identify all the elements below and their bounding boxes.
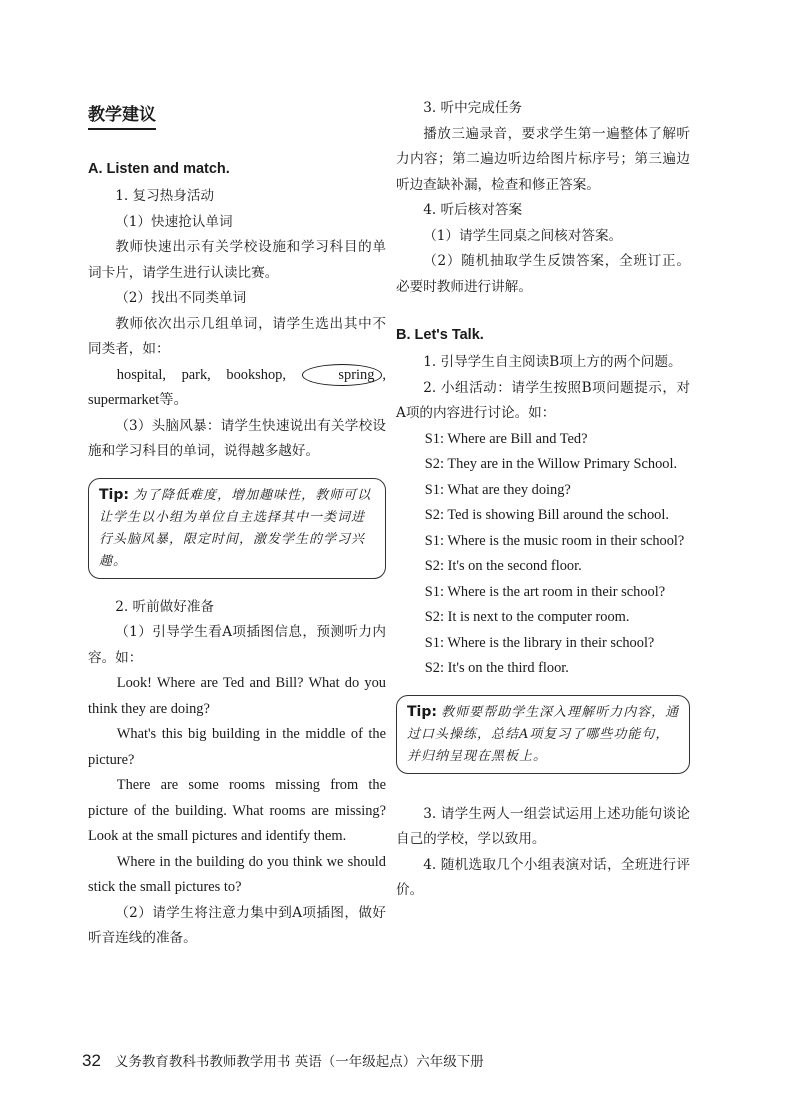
dialogue-line: S1: Where is the art room in their school? (424, 583, 666, 600)
right-column (396, 96, 690, 904)
tip-text: 为了降低难度，增加趣味性，教师可以让学生以小组为单位自主选择其中一类词进行头脑风暴，限定时间，激发学生的学习兴趣。 (99, 487, 372, 569)
step-heading: 3. 听中完成任务 (423, 100, 523, 116)
tip-text: 教师要帮助学生深入理解听力内容，通过口头操练，总结A项复习了哪些功能句，并归纳呈现在黑板上。 (407, 704, 680, 764)
paragraph: 播放三遍录音，要求学生第一遍整体了解听力内容；第二遍边听边给图片标序号；第三遍边听边查缺补漏，检查和修正答案。 (396, 125, 690, 193)
sub-step-heading: （1）快速抢认单词 (115, 213, 233, 230)
circled-odd-word: spring (302, 364, 383, 386)
dialogue-line: S2: They are in the Willow Primary School. (424, 456, 678, 472)
sub-step: （1）请学生同桌之间核对答案。 (423, 227, 623, 244)
word-list-start: hospital, park, bookshop, (116, 366, 302, 383)
english-prompt: Where in the building do you think we should stick the small pictures to? (88, 853, 386, 895)
paragraph: （1）引导学生看A项插图信息，预测听力内容。如： (88, 624, 386, 666)
paragraph: 教师依次出示几组单词，请学生选出其中不同类者，如： (88, 315, 386, 357)
book-title: 义务教育教科书教师教学用书 英语（一年级起点）六年级下册 (114, 1054, 484, 1070)
sub-step-heading: （2）找出不同类单词 (115, 290, 247, 306)
step: 4. 随机选取几个小组表演对话，全班进行评价。 (396, 856, 690, 898)
tip-box (88, 478, 386, 579)
page-number: 32 (82, 1051, 101, 1070)
word-list-end: , supermarket等。 (88, 366, 386, 408)
dialogue-line: S1: What are they doing? (424, 481, 571, 498)
step: 3. 请学生两人一组尝试运用上述功能句谈论自己的学校，学以致用。 (396, 805, 690, 847)
dialogue-line: S1: Where are Bill and Ted? (424, 430, 588, 447)
dialogue-line: S2: Ted is showing Bill around the school. (424, 507, 669, 523)
dialogue-line: S2: It's on the second floor. (424, 558, 582, 574)
section-title: 教学建议 (88, 100, 156, 130)
step-heading: 1. 复习热身活动 (115, 188, 215, 204)
dialogue-line: S1: Where is the library in their school? (424, 634, 655, 651)
dialogue-line: S2: It's on the third floor. (424, 660, 569, 676)
tip-label: Tip: (407, 703, 437, 720)
example-words (88, 363, 386, 414)
paragraph: （3）头脑风暴：请学生快速说出有关学校设施和学习科目的单词，说得越多越好。 (88, 417, 386, 459)
paragraph: （2）请学生将注意力集中到A项插图，做好听音连线的准备。 (88, 904, 386, 946)
dialogue-line: S1: Where is the music room in their school? (424, 532, 685, 549)
sub-step: （2）随机抽取学生反馈答案，全班订正。必要时教师进行讲解。 (396, 253, 690, 295)
paragraph: 教师快速出示有关学校设施和学习科目的单词卡片，请学生进行认读比赛。 (88, 239, 386, 281)
step-heading: 2. 听前做好准备 (115, 598, 215, 615)
section-a-heading: A. Listen and match. (88, 161, 230, 177)
english-prompt: What's this big building in the middle of the picture? (88, 726, 386, 768)
section-b-heading: B. Let's Talk. (396, 327, 484, 343)
step-heading: 4. 听后核对答案 (423, 202, 523, 218)
left-column (88, 96, 386, 952)
step: 1. 引导学生自主阅读B项上方的两个问题。 (423, 354, 682, 370)
tip-label: Tip: (99, 486, 129, 503)
page-footer (82, 1050, 484, 1071)
step: 2. 小组活动：请学生按照B项问题提示，对A项的内容进行讨论。如： (396, 379, 690, 421)
english-prompt: Look! Where are Ted and Bill? What do you think they are doing? (88, 675, 386, 717)
dialogue-line: S2: It is next to the computer room. (424, 609, 630, 625)
tip-box (396, 695, 690, 774)
english-prompt: There are some rooms missing from the picture of the building. What rooms are missing? Look at the small pictures and identify them. (88, 777, 386, 844)
